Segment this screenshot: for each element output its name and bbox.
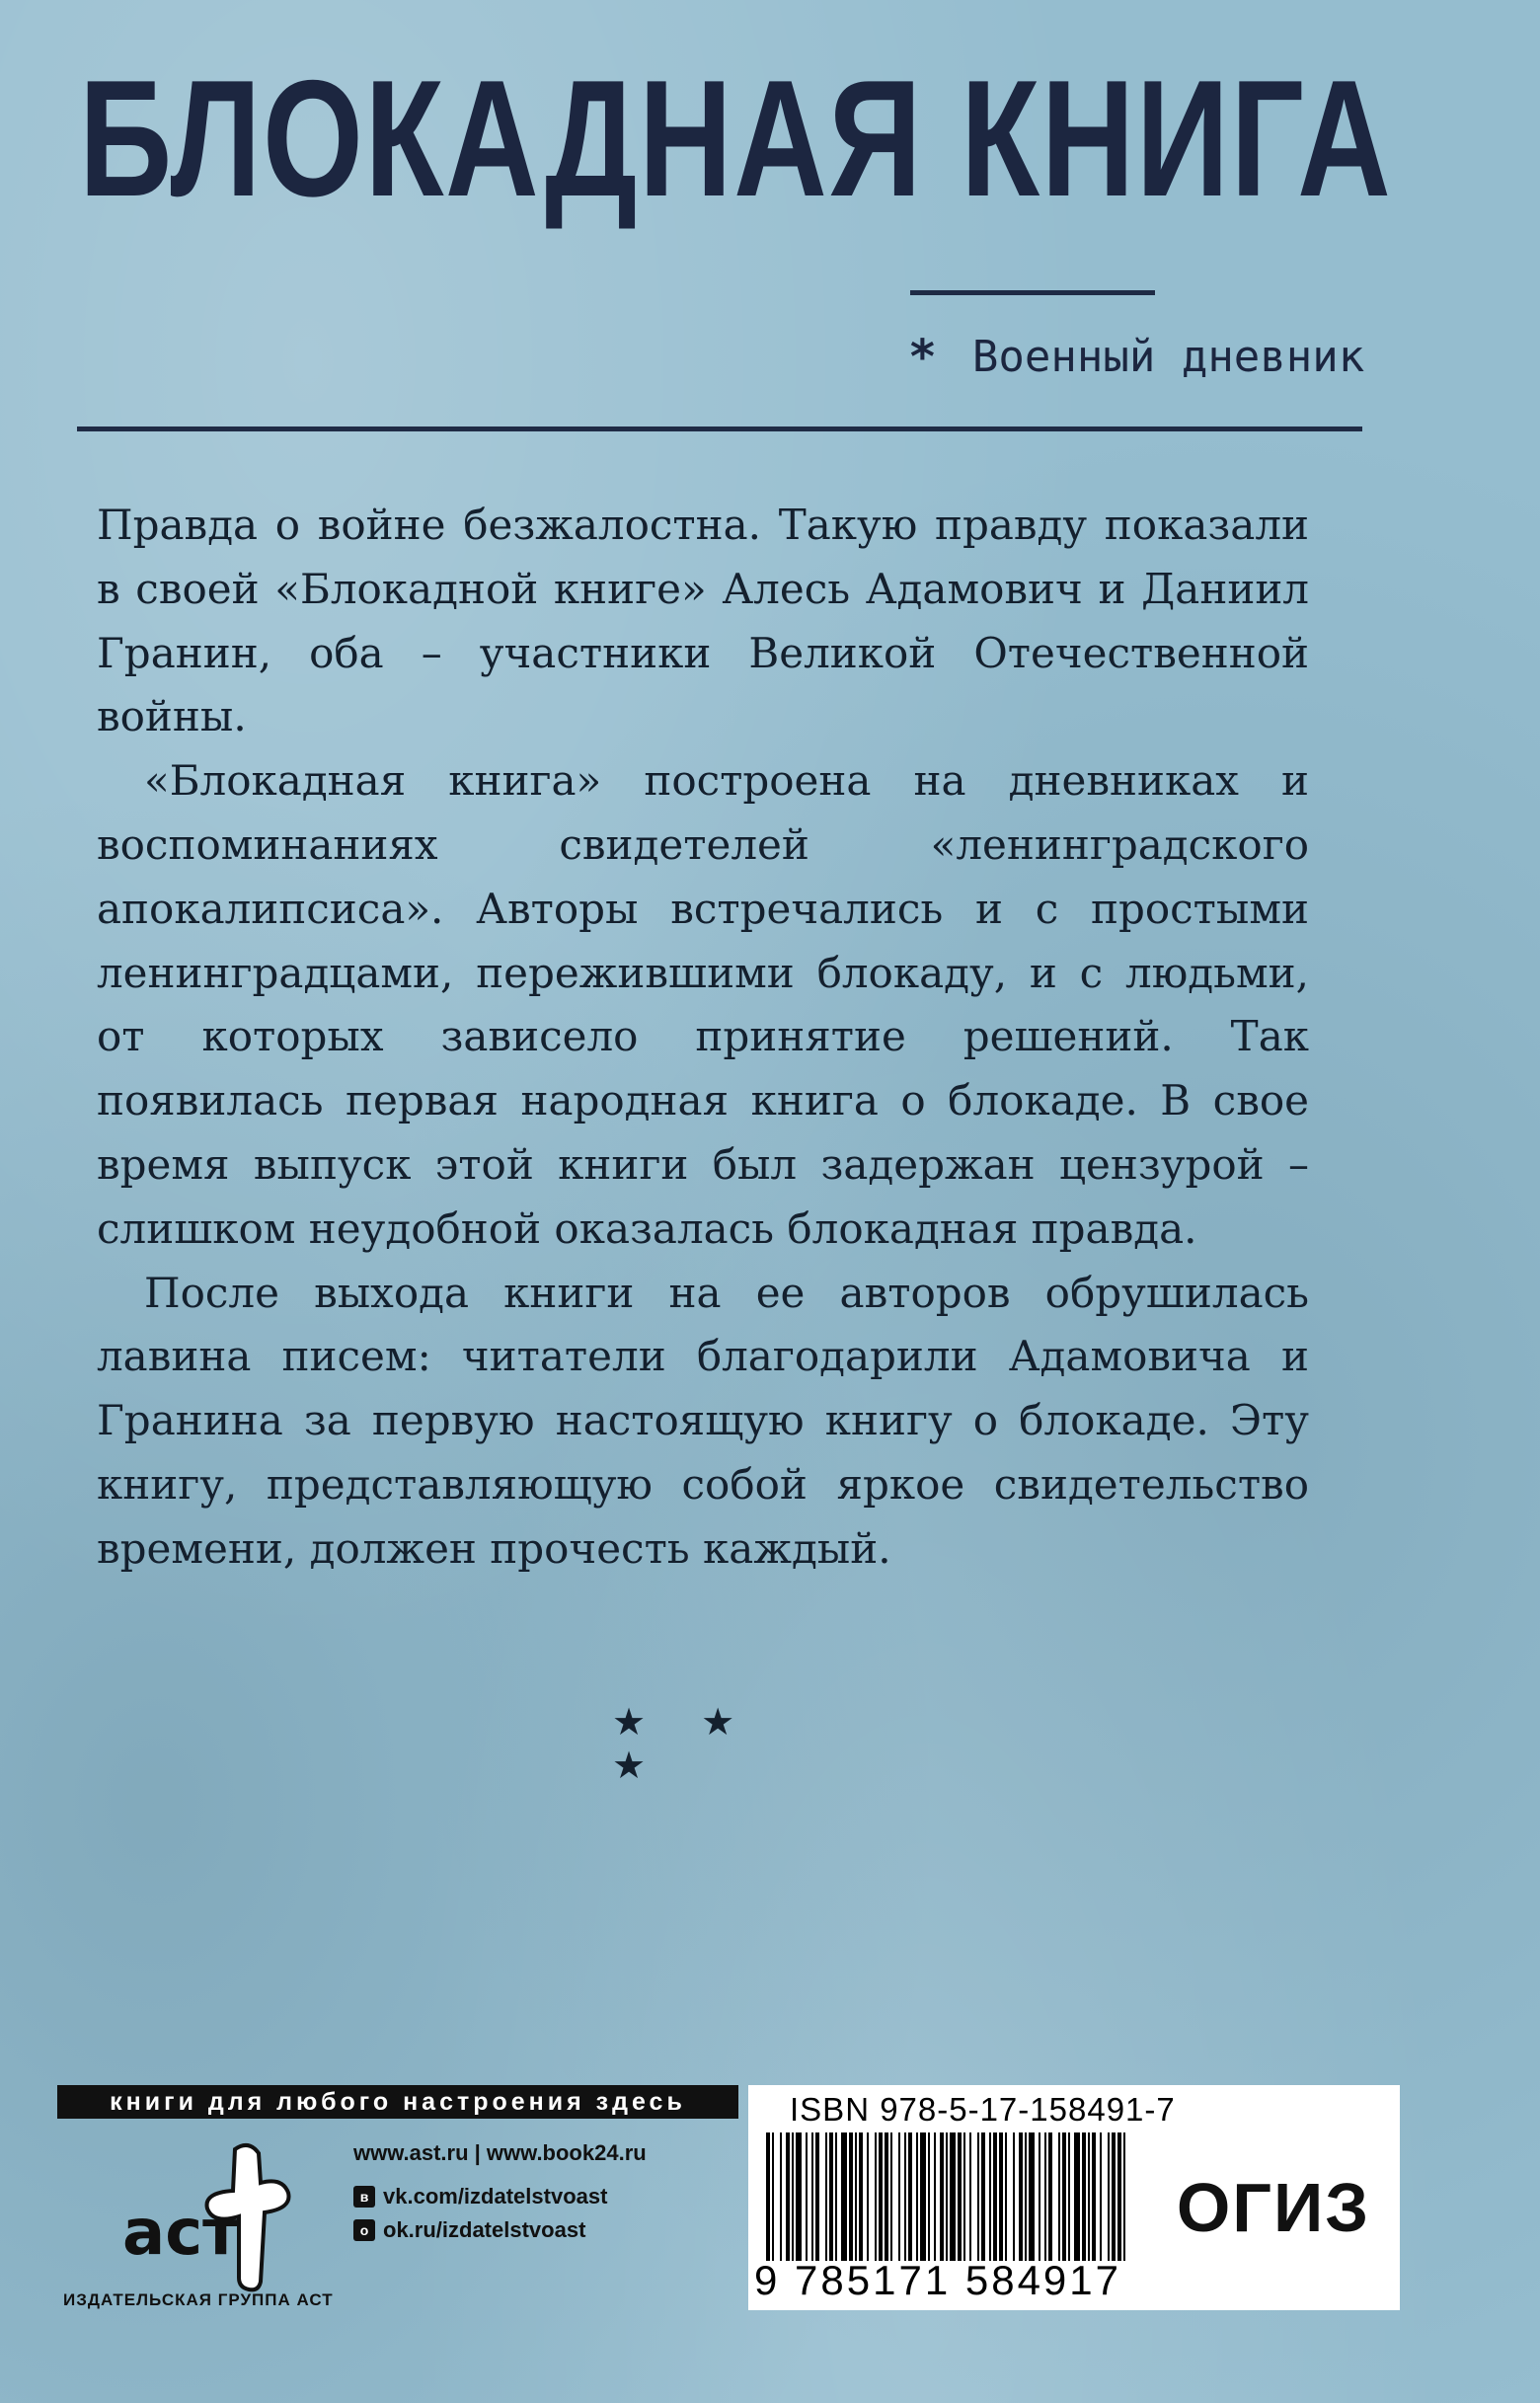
barcode-bar xyxy=(841,2132,847,2261)
barcode-bar xyxy=(1123,2132,1125,2261)
barcode-bar xyxy=(908,2132,912,2261)
ogiz-logo xyxy=(1175,2160,1372,2249)
barcode-bar xyxy=(780,2132,782,2261)
barcode-bar xyxy=(867,2132,869,2261)
ok-link[interactable]: ok.ru/izdatelstvoast xyxy=(383,2217,586,2242)
barcode-bar xyxy=(829,2132,833,2261)
barcode-bar xyxy=(849,2132,853,2261)
barcode-bar xyxy=(1100,2132,1102,2261)
barcode-bar xyxy=(879,2132,883,2261)
barcode-bar xyxy=(792,2132,794,2261)
barcode-bar xyxy=(1082,2132,1086,2261)
series-line xyxy=(908,328,1364,387)
barcode-bar xyxy=(1013,2132,1015,2261)
ogiz-logo-text: ОГИЗ xyxy=(1176,2169,1371,2246)
websites-link[interactable]: www.ast.ru | www.book24.ru xyxy=(353,2140,647,2165)
barcode-bar xyxy=(920,2132,926,2261)
barcode-bar xyxy=(855,2132,857,2261)
barcode-bar xyxy=(963,2132,965,2261)
barcode-bar xyxy=(825,2132,827,2261)
barcode-bar xyxy=(1005,2132,1007,2261)
publisher-name: ИЗДАТЕЛЬСКАЯ ГРУППА АСТ xyxy=(63,2290,334,2309)
barcode-bar xyxy=(885,2132,888,2261)
vk-row[interactable] xyxy=(353,2180,729,2213)
barcode-bar xyxy=(875,2132,877,2261)
ast-logo-text: аст xyxy=(122,2197,240,2270)
annotation-paragraph: Правда о войне безжалостна. Такую правду показали в своей «Блокадной книге» Алесь Адамович и Даниил Гранин, оба – участники Великой Отечественной войны. xyxy=(97,501,1309,741)
barcode-bar xyxy=(1039,2132,1040,2261)
barcode-bar xyxy=(940,2132,944,2261)
barcode-bar xyxy=(916,2132,918,2261)
barcode-bar xyxy=(1025,2132,1027,2261)
series-star: * xyxy=(908,330,937,385)
barcode-bar xyxy=(806,2132,808,2261)
barcode-bar xyxy=(977,2132,979,2261)
barcode-bar xyxy=(1074,2132,1080,2261)
barcode-bar xyxy=(890,2132,892,2261)
barcode-bar xyxy=(1062,2132,1066,2261)
barcode-bar xyxy=(993,2132,997,2261)
vk-icon: в xyxy=(353,2186,375,2208)
barcode-bar xyxy=(904,2132,906,2261)
series-name: Военный дневник xyxy=(971,332,1365,382)
barcode-bar xyxy=(786,2132,790,2261)
barcode-bar xyxy=(1088,2132,1090,2261)
section-divider-stars: ★ ★ ★ xyxy=(612,1700,757,1787)
book-title: БЛОКАДНАЯ КНИГА xyxy=(79,45,1393,231)
barcode-bar xyxy=(1117,2132,1121,2261)
barcode xyxy=(766,2132,1131,2261)
barcode-bar xyxy=(999,2132,1003,2261)
barcode-bar xyxy=(1092,2132,1096,2261)
title-long-rule xyxy=(77,426,1362,431)
barcode-bar xyxy=(1019,2132,1023,2261)
barcode-bar xyxy=(989,2132,991,2261)
vk-link[interactable]: vk.com/izdatelstvoast xyxy=(383,2184,608,2209)
ast-logo xyxy=(109,2137,336,2295)
barcode-bar xyxy=(859,2132,863,2261)
ok-icon: о xyxy=(353,2219,375,2241)
barcode-bar xyxy=(981,2132,985,2261)
barcode-bar xyxy=(958,2132,962,2261)
barcode-bar xyxy=(928,2132,930,2261)
barcode-bar xyxy=(815,2132,819,2261)
barcode-bar xyxy=(796,2132,802,2261)
ok-row[interactable] xyxy=(353,2213,729,2247)
barcode-bar xyxy=(1044,2132,1046,2261)
barcode-bar xyxy=(1058,2132,1060,2261)
annotation-paragraph: «Блокадная книга» построена на дневниках и воспоминаниях свидетелей «ленинградского апокалипсиса». Авторы встречались и с простыми ленинградцами, пережившими блокаду, и с людьми, от которых зависело принятие решений. Так появилась первая народная книга о блокаде. В свое время выпуск этой книги был задержан цензурой – слишком неудобной оказалась блокадная правда. xyxy=(97,756,1309,1253)
barcode-bar xyxy=(835,2132,837,2261)
barcode-bar xyxy=(898,2132,900,2261)
barcode-bar xyxy=(766,2132,770,2261)
annotation-text xyxy=(97,494,1309,1582)
websites-row[interactable] xyxy=(353,2136,729,2170)
barcode-bar xyxy=(772,2132,774,2261)
barcode-bar xyxy=(1048,2132,1052,2261)
barcode-bar xyxy=(946,2132,948,2261)
barcode-digits: 9 785171 584917 xyxy=(754,2257,1121,2303)
annotation-paragraph: После выхода книги на ее авторов обрушилась лавина писем: читатели благодарили Адамовича и Гранина за первую настоящую книгу о блокаде. Эту книгу, представляющую собой яркое свидетельство времени, должен прочесть каждый. xyxy=(97,1268,1309,1573)
title-short-rule xyxy=(910,290,1155,295)
publisher-links xyxy=(353,2136,729,2247)
barcode-bar xyxy=(1112,2132,1116,2261)
tagline-banner: книги для любого настроения здесь xyxy=(57,2085,738,2119)
barcode-bar xyxy=(1029,2132,1035,2261)
barcode-bar xyxy=(1108,2132,1110,2261)
barcode-bar xyxy=(969,2132,971,2261)
barcode-bar xyxy=(934,2132,936,2261)
barcode-bar xyxy=(1068,2132,1070,2261)
barcode-bar xyxy=(811,2132,813,2261)
barcode-bar xyxy=(950,2132,956,2261)
isbn-label: ISBN 978-5-17-158491-7 xyxy=(790,2091,1176,2128)
